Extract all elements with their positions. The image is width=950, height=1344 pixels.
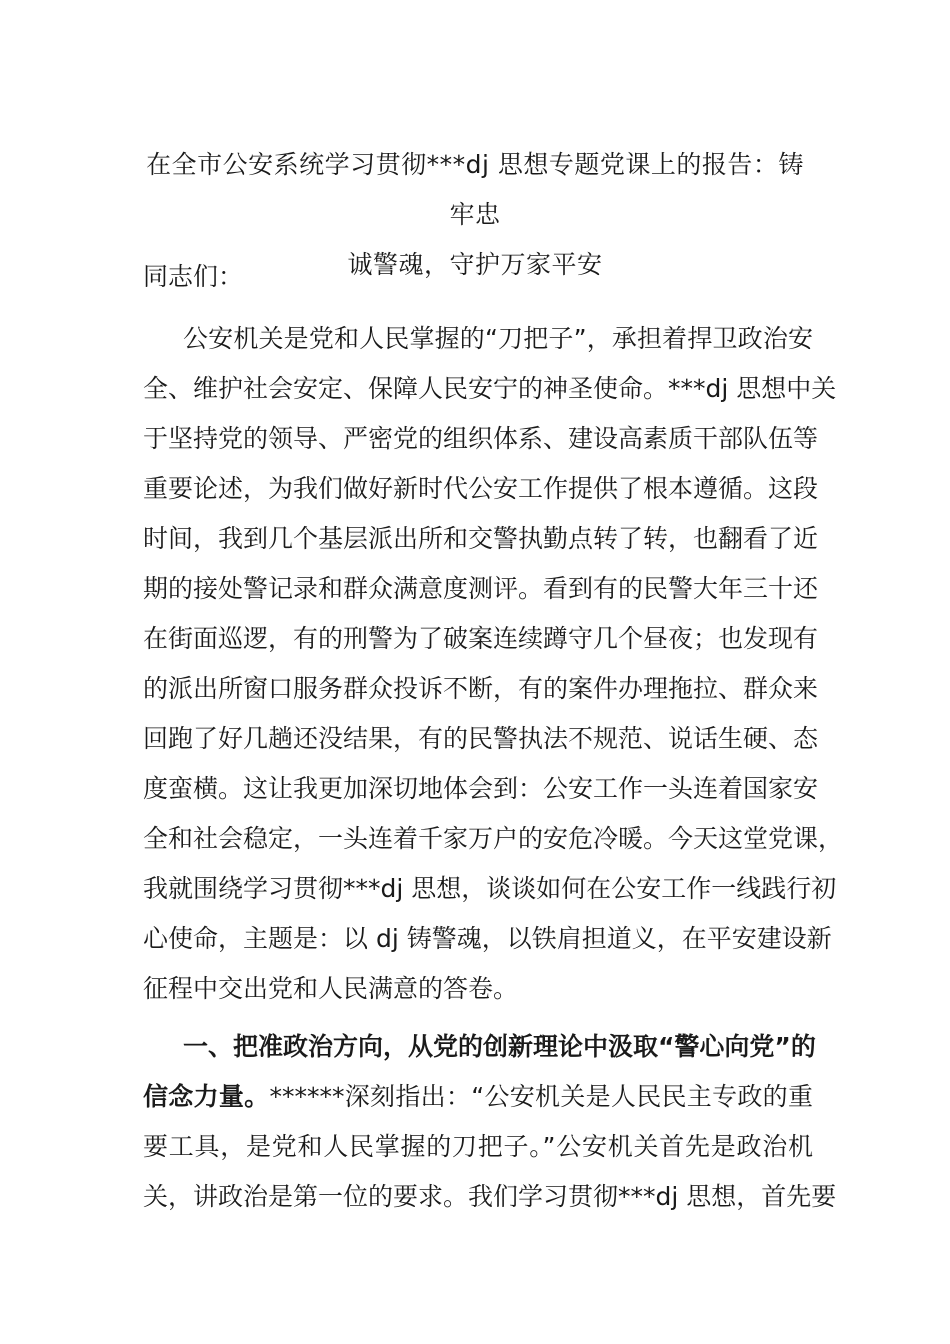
section-heading-tail: 信念力量。 <box>143 1082 270 1111</box>
title-line-2: 诚警魂，守护万家平安 <box>347 250 603 279</box>
section-heading: 一、把准政治方向，从党的创新理论中汲取“警心向党”的 <box>183 1032 816 1061</box>
title-line-1: 在全市公安系统学习贯彻***dj 思想专题党课上的报告：铸牢忠 <box>146 150 804 229</box>
paragraph-line: 在街面巡逻，有的刑警为了破案连续蹲守几个昼夜；也发现有 <box>143 624 819 653</box>
paragraph-line: 回跑了好几趟还没结果，有的民警执法不规范、说话生硬、态 <box>143 724 819 753</box>
paragraph-line: 期的接处警记录和群众满意度测评。看到有的民警大年三十还 <box>143 574 819 603</box>
paragraph-line: 征程中交出党和人民满意的答卷。 <box>143 974 519 1003</box>
paragraph-line: 全和社会稳定，一头连着千家万户的安危冷暖。今天这堂党课， <box>143 824 844 853</box>
paragraph-line: 心使命，主题是：以 dj 铸警魂，以铁肩担道义，在平安建设新 <box>143 924 832 953</box>
salutation: 同志们： <box>143 262 244 291</box>
paragraph-1 <box>143 314 844 1014</box>
section-1 <box>143 1022 837 1222</box>
paragraph-line: 时间，我到几个基层派出所和交警执勤点转了转，也翻看了近 <box>143 524 819 553</box>
paragraph-line: 重要论述，为我们做好新时代公安工作提供了根本遵循。这段 <box>143 474 819 503</box>
section-heading-line-2 <box>143 1072 813 1122</box>
section-text: ******深刻指出：“公安机关是人民民主专政的重 <box>269 1082 813 1111</box>
paragraph-line: 全、维护社会安定、保障人民安宁的神圣使命。***dj 思想中关 <box>143 374 837 403</box>
paragraph-line: 于坚持党的领导、严密党的组织体系、建设高素质干部队伍等 <box>143 424 819 453</box>
paragraph-line: 的派出所窗口服务群众投诉不断，有的案件办理拖拉、群众来 <box>143 674 819 703</box>
paragraph-line: 度蛮横。这让我更加深切地体会到：公安工作一头连着国家安 <box>143 774 819 803</box>
paragraph-line: 公安机关是党和人民掌握的“刀把子”，承担着捍卫政治安 <box>183 324 813 353</box>
section-line: 要工具，是党和人民掌握的刀把子。”公安机关首先是政治机 <box>143 1132 813 1161</box>
paragraph-line: 我就围绕学习贯彻***dj 思想，谈谈如何在公安工作一线践行初 <box>143 874 837 903</box>
section-line: 关，讲政治是第一位的要求。我们学习贯彻***dj 思想，首先要 <box>143 1182 837 1211</box>
